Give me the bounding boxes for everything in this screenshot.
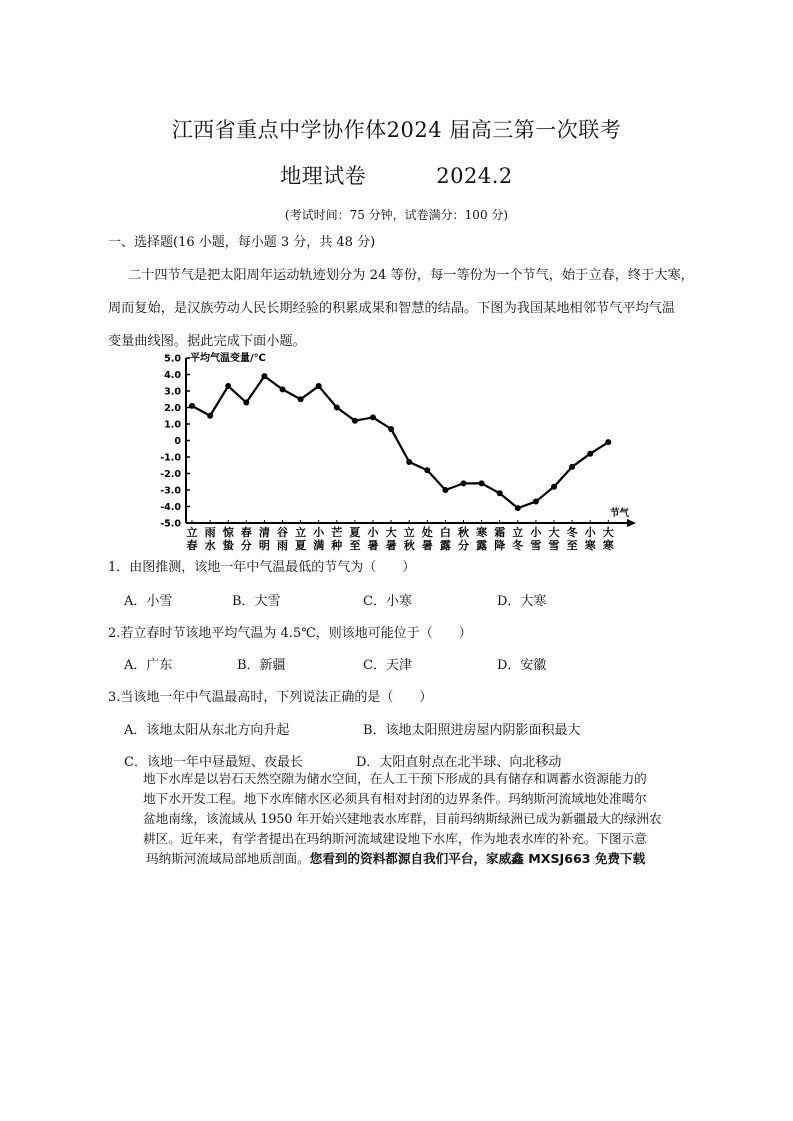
y-axis-label: 平均气温变量/℃	[190, 353, 266, 364]
x-tick-label: 清明	[258, 526, 270, 552]
x-tick-label: 惊蛰	[222, 526, 234, 552]
data-point	[605, 439, 611, 445]
y-tick-label: 5.0	[164, 353, 181, 365]
x-tick-label: 大寒	[602, 526, 614, 552]
x-tick-label: 谷雨	[277, 526, 288, 552]
y-tick-label: -4.0	[160, 502, 181, 513]
x-tick-label: 小满	[313, 526, 325, 552]
x-tick-label: 芒种	[331, 526, 343, 552]
x-tick-label: 寒露	[476, 526, 488, 552]
x-tick-label: 雨水	[204, 526, 216, 552]
exam-title: 江西省重点中学协作体2024 届高三第一次联考	[171, 118, 622, 142]
download-notice: 您看到的资料都源自我们平台，家威鑫 MXSJ663 免费下载	[309, 851, 646, 866]
x-tick-label: 立春	[186, 526, 198, 552]
data-point	[406, 459, 412, 465]
data-point	[424, 467, 430, 473]
passage1-line: 变量曲线图。据此完成下面小题。	[108, 334, 306, 349]
question-3-stem: 3.当该地一年中气温最高时，下列说法正确的是（ ）	[108, 690, 433, 705]
exam-info: (考试时间：75 分钟，试卷满分：100 分)	[284, 208, 509, 222]
passage2-line: 耕区。近年来，有学者提出在玛纳斯河流域建设地下水库，作为地表水库的补充。下图示意	[143, 831, 647, 846]
data-point	[388, 426, 394, 432]
data-point	[461, 480, 467, 486]
data-point	[316, 383, 322, 389]
y-tick-label: -2.0	[160, 469, 181, 480]
passage2-last-line: 玛纳斯河流域局部地质剖面。	[146, 851, 310, 866]
passage1-line: 二十四节气是把太阳周年运动轨迹划分为 24 等份，每一等份为一个节气，始于立春，终于大寒，	[128, 268, 694, 283]
passage2-line: 地下水库是以岩石天然空隙为储水空间，在人工干预下形成的具有储存和调蓄水资源能力的	[143, 771, 647, 786]
q3-option-c: C．该地一年中昼最短、夜最长	[124, 755, 303, 770]
passage2-line	[146, 848, 645, 867]
data-point	[515, 505, 521, 511]
data-point	[370, 414, 376, 420]
q1-option-c: C．小寒	[363, 594, 412, 609]
x-tick-label: 秋分	[458, 526, 469, 552]
exam-date: 2024.2	[436, 164, 513, 188]
x-tick-label: 小雪	[530, 526, 542, 552]
q2-option-a: A．广东	[124, 658, 173, 673]
data-point	[189, 403, 195, 409]
passage2-line: 盆地南缘，该流域从 1950 年开始兴建地表水库群，目前玛纳斯绿洲已成为新疆最大的绿洲农	[143, 811, 662, 826]
y-tick-label: 2.0	[164, 403, 181, 414]
exam-subtitle	[0, 160, 793, 190]
subject-name: 地理试卷	[280, 164, 367, 188]
passage2-line: 地下水开发工程。地下水库储水区必须具有相对封闭的边界条件。玛纳斯河流域地处准噶尔	[143, 791, 647, 806]
q3-option-a: A．该地太阳从东北方向升起	[124, 723, 290, 738]
data-point	[479, 480, 485, 486]
data-point	[243, 400, 249, 406]
y-tick-label: 0	[174, 436, 181, 447]
data-point	[225, 383, 231, 389]
x-axis-arrow	[627, 519, 636, 527]
y-tick-label: -3.0	[160, 485, 181, 497]
data-point	[334, 405, 340, 411]
passage1-line: 周而复始，是汉族劳动人民长期经验的积累成果和智慧的结晶。下图为我国某地相邻节气平均气温	[108, 301, 676, 316]
q1-option-b: B．大雪	[232, 594, 281, 609]
question-1-stem: 1．由图推测，该地一年中气温最低的节气为（ ）	[108, 560, 416, 575]
section-heading: 一、选择题(16 小题，每小题 3 分，共 48 分)	[108, 235, 376, 250]
q1-option-d: D．大寒	[497, 594, 547, 609]
y-tick-label: 4.0	[164, 370, 181, 381]
data-point	[442, 487, 448, 493]
q2-option-b: B．新疆	[237, 658, 286, 673]
y-tick-label: -5.0	[160, 518, 181, 530]
data-point	[207, 413, 213, 419]
q2-option-d: D．安徽	[497, 658, 547, 673]
x-tick-label: 大暑	[385, 526, 397, 552]
data-point	[280, 386, 286, 392]
x-tick-label: 小暑	[367, 526, 379, 552]
data-point	[497, 490, 503, 496]
data-point	[352, 418, 358, 424]
y-tick-label: 1.0	[164, 419, 181, 431]
x-tick-label: 立秋	[403, 526, 415, 552]
x-axis-label: 节气	[610, 508, 630, 519]
temperature-change-chart	[150, 346, 640, 552]
y-tick-label: -1.0	[160, 452, 181, 464]
x-tick-label: 大雪	[548, 526, 560, 552]
chart-series	[189, 373, 611, 511]
data-point	[569, 464, 575, 470]
x-tick-label: 夏至	[349, 526, 361, 552]
data-point	[261, 373, 267, 379]
data-point	[298, 396, 304, 402]
series-line	[192, 376, 608, 508]
q3-option-d: D．太阳直射点在北半球、向北移动	[356, 755, 562, 770]
y-tick-label: 3.0	[164, 386, 181, 398]
data-point	[587, 451, 593, 457]
q3-option-b: B．该地太阳照进房屋内阴影面积最大	[363, 723, 581, 738]
data-point	[551, 484, 557, 490]
chart-labels	[160, 351, 629, 552]
x-tick-label: 小寒	[584, 526, 596, 552]
data-point	[533, 499, 539, 505]
q2-option-c: C．天津	[363, 658, 412, 673]
x-tick-label: 处暑	[421, 526, 433, 552]
x-tick-label: 立冬	[512, 526, 524, 552]
x-tick-label: 春分	[240, 526, 252, 552]
x-tick-label: 冬至	[566, 526, 578, 552]
x-tick-label: 白露	[439, 526, 451, 552]
x-tick-label: 霜降	[494, 526, 506, 552]
q1-option-a: A．小雪	[124, 594, 173, 609]
x-tick-label: 立夏	[295, 526, 307, 552]
chart-axes	[186, 358, 636, 527]
question-2-stem: 2.若立春时节该地平均气温为 4.5℃，则该地可能位于（ ）	[108, 626, 472, 641]
